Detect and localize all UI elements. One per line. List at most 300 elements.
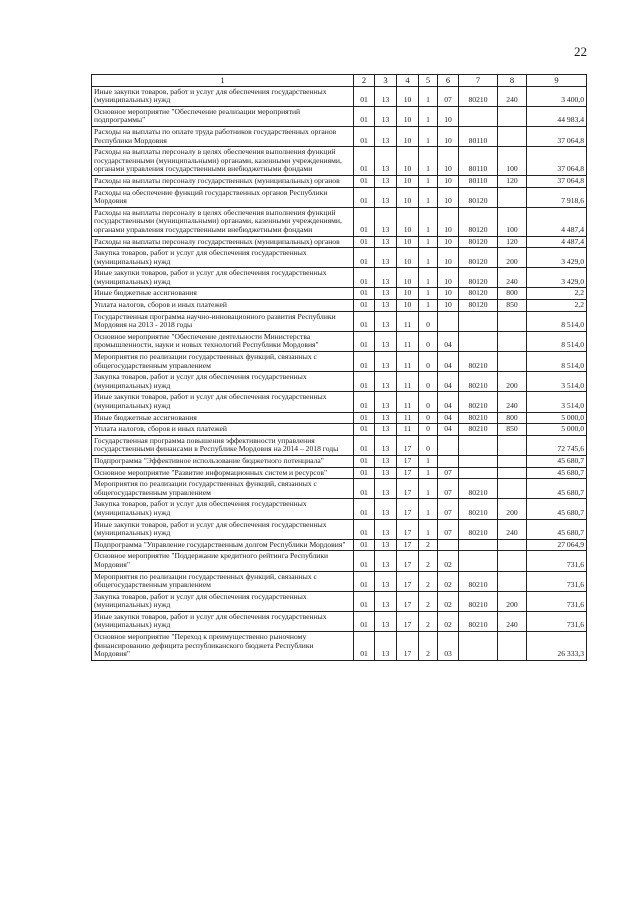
code-cell: 10 xyxy=(438,147,459,176)
table-row xyxy=(92,86,587,106)
code-cell: 17 xyxy=(397,591,419,611)
code-cell: 02 xyxy=(438,611,459,631)
code-cell xyxy=(438,455,459,467)
table-row xyxy=(92,551,587,571)
code-cell: 01 xyxy=(354,147,375,176)
code-cell: 13 xyxy=(375,467,397,479)
code-cell: 04 xyxy=(438,392,459,412)
code-cell: 07 xyxy=(438,479,459,499)
code-cell: 10 xyxy=(397,106,419,126)
row-name-cell: Мероприятия по реализации государственных функций, связанных с общегосударственным управлением xyxy=(92,479,354,499)
table-row xyxy=(92,352,587,372)
code-cell: 100 xyxy=(498,147,527,176)
column-header: 1 xyxy=(92,75,354,87)
column-header: 4 xyxy=(397,75,419,87)
table-row xyxy=(92,288,587,300)
code-cell: 10 xyxy=(438,207,459,236)
code-cell: 01 xyxy=(354,207,375,236)
amount-cell: 5 000,0 xyxy=(527,412,587,424)
code-cell: 01 xyxy=(354,372,375,392)
code-cell: 04 xyxy=(438,412,459,424)
code-cell: 0 xyxy=(419,372,438,392)
code-cell xyxy=(498,311,527,331)
table-row xyxy=(92,455,587,467)
code-cell xyxy=(498,455,527,467)
row-name-cell: Основное мероприятие "Обеспечение деятельности Министерства промышленности, науки и новых технологий Республики Мордовия" xyxy=(92,331,354,351)
amount-cell: 4 487,4 xyxy=(527,236,587,248)
amount-cell: 731,6 xyxy=(527,611,587,631)
code-cell: 80110 xyxy=(459,126,498,146)
code-cell: 0 xyxy=(419,412,438,424)
code-cell: 13 xyxy=(375,248,397,268)
code-cell: 07 xyxy=(438,86,459,106)
code-cell: 10 xyxy=(438,236,459,248)
code-cell: 01 xyxy=(354,311,375,331)
code-cell: 13 xyxy=(375,611,397,631)
code-cell: 17 xyxy=(397,551,419,571)
code-cell: 80120 xyxy=(459,288,498,300)
budget-table-sheet xyxy=(91,74,586,661)
code-cell: 13 xyxy=(375,236,397,248)
amount-cell: 3 429,0 xyxy=(527,268,587,288)
code-cell: 01 xyxy=(354,479,375,499)
code-cell: 01 xyxy=(354,435,375,455)
code-cell xyxy=(498,106,527,126)
code-cell xyxy=(459,106,498,126)
code-cell: 2 xyxy=(419,611,438,631)
code-cell: 10 xyxy=(397,147,419,176)
code-cell: 02 xyxy=(438,571,459,591)
code-cell: 01 xyxy=(354,268,375,288)
code-cell: 13 xyxy=(375,479,397,499)
code-cell xyxy=(498,435,527,455)
table-row xyxy=(92,632,587,661)
code-cell xyxy=(459,467,498,479)
code-cell: 13 xyxy=(375,571,397,591)
amount-cell: 45 680,7 xyxy=(527,467,587,479)
code-cell: 02 xyxy=(438,591,459,611)
code-cell: 80210 xyxy=(459,499,498,519)
code-cell: 13 xyxy=(375,300,397,312)
code-cell: 17 xyxy=(397,611,419,631)
code-cell: 850 xyxy=(498,300,527,312)
code-cell: 01 xyxy=(354,519,375,539)
table-row xyxy=(92,187,587,207)
code-cell: 01 xyxy=(354,331,375,351)
code-cell: 80120 xyxy=(459,268,498,288)
code-cell xyxy=(459,539,498,551)
row-name-cell: Основное мероприятие "Поддержание кредитного рейтинга Республики Мордовия" xyxy=(92,551,354,571)
code-cell: 01 xyxy=(354,248,375,268)
table-row xyxy=(92,392,587,412)
code-cell xyxy=(498,467,527,479)
code-cell: 11 xyxy=(397,331,419,351)
code-cell: 01 xyxy=(354,300,375,312)
code-cell: 800 xyxy=(498,412,527,424)
code-cell: 01 xyxy=(354,467,375,479)
code-cell: 80210 xyxy=(459,571,498,591)
code-cell: 0 xyxy=(419,424,438,436)
code-cell: 01 xyxy=(354,455,375,467)
table-row xyxy=(92,236,587,248)
code-cell: 800 xyxy=(498,288,527,300)
amount-cell: 2,2 xyxy=(527,288,587,300)
code-cell: 11 xyxy=(397,311,419,331)
code-cell: 03 xyxy=(438,632,459,661)
code-cell: 0 xyxy=(419,352,438,372)
code-cell xyxy=(438,311,459,331)
code-cell: 0 xyxy=(419,435,438,455)
code-cell: 240 xyxy=(498,519,527,539)
code-cell: 80120 xyxy=(459,207,498,236)
amount-cell: 2,2 xyxy=(527,300,587,312)
code-cell xyxy=(498,551,527,571)
code-cell xyxy=(459,435,498,455)
table-row xyxy=(92,311,587,331)
code-cell: 1 xyxy=(419,467,438,479)
row-name-cell: Расходы на обеспечение функций государственных органов Республики Мордовия xyxy=(92,187,354,207)
table-row xyxy=(92,147,587,176)
column-header: 3 xyxy=(375,75,397,87)
code-cell: 10 xyxy=(397,300,419,312)
code-cell: 04 xyxy=(438,372,459,392)
amount-cell: 72 745,6 xyxy=(527,435,587,455)
amount-cell: 8 514,0 xyxy=(527,352,587,372)
code-cell: 80110 xyxy=(459,175,498,187)
code-cell: 11 xyxy=(397,412,419,424)
table-row xyxy=(92,331,587,351)
code-cell: 1 xyxy=(419,126,438,146)
code-cell: 13 xyxy=(375,175,397,187)
code-cell: 11 xyxy=(397,424,419,436)
code-cell: 17 xyxy=(397,539,419,551)
code-cell xyxy=(459,632,498,661)
code-cell: 1 xyxy=(419,187,438,207)
code-cell: 80210 xyxy=(459,611,498,631)
code-cell: 17 xyxy=(397,519,419,539)
code-cell: 2 xyxy=(419,539,438,551)
code-cell: 13 xyxy=(375,412,397,424)
row-name-cell: Иные закупки товаров, работ и услуг для обеспечения государственных (муниципальных) нужд xyxy=(92,611,354,631)
column-header: 2 xyxy=(354,75,375,87)
row-name-cell: Закупка товаров, работ и услуг для обеспечения государственных (муниципальных) нужд xyxy=(92,372,354,392)
code-cell xyxy=(498,331,527,351)
code-cell: 1 xyxy=(419,479,438,499)
page-number: 22 xyxy=(574,44,587,59)
code-cell: 80120 xyxy=(459,187,498,207)
table-body xyxy=(92,75,587,661)
code-cell xyxy=(459,551,498,571)
row-name-cell: Основное мероприятие "Обеспечение реализации мероприятий подпрограммы" xyxy=(92,106,354,126)
row-name-cell: Расходы на выплаты персоналу в целях обеспечения выполнения функций государственными (муниципальными) органами, казенными учреждениями, органами управления государственными внебюджетными фондами xyxy=(92,147,354,176)
code-cell: 1 xyxy=(419,106,438,126)
amount-cell: 3 400,0 xyxy=(527,86,587,106)
code-cell: 10 xyxy=(438,248,459,268)
code-cell: 80210 xyxy=(459,424,498,436)
amount-cell: 731,6 xyxy=(527,551,587,571)
code-cell: 10 xyxy=(397,175,419,187)
code-cell: 13 xyxy=(375,424,397,436)
code-cell: 10 xyxy=(397,288,419,300)
row-name-cell: Иные закупки товаров, работ и услуг для обеспечения государственных (муниципальных) нужд xyxy=(92,268,354,288)
table-row xyxy=(92,479,587,499)
table-row xyxy=(92,539,587,551)
code-cell: 2 xyxy=(419,591,438,611)
code-cell: 10 xyxy=(438,126,459,146)
code-cell: 04 xyxy=(438,424,459,436)
code-cell: 17 xyxy=(397,632,419,661)
column-header: 8 xyxy=(498,75,527,87)
table-row xyxy=(92,499,587,519)
row-name-cell: Иные закупки товаров, работ и услуг для обеспечения государственных (муниципальных) нужд xyxy=(92,392,354,412)
code-cell: 80210 xyxy=(459,412,498,424)
code-cell: 10 xyxy=(438,187,459,207)
code-cell xyxy=(498,632,527,661)
code-cell: 1 xyxy=(419,236,438,248)
code-cell: 13 xyxy=(375,126,397,146)
row-name-cell: Подпрограмма "Эффективное использование бюджетного потенциала" xyxy=(92,455,354,467)
code-cell: 07 xyxy=(438,467,459,479)
code-cell: 01 xyxy=(354,126,375,146)
code-cell xyxy=(498,571,527,591)
code-cell: 17 xyxy=(397,499,419,519)
column-header: 9 xyxy=(527,75,587,87)
code-cell: 240 xyxy=(498,392,527,412)
code-cell: 13 xyxy=(375,539,397,551)
code-cell: 80210 xyxy=(459,86,498,106)
row-name-cell: Уплата налогов, сборов и иных платежей xyxy=(92,424,354,436)
code-cell: 10 xyxy=(438,175,459,187)
amount-cell: 4 487,4 xyxy=(527,207,587,236)
code-cell: 11 xyxy=(397,392,419,412)
code-cell: 13 xyxy=(375,147,397,176)
table-row xyxy=(92,571,587,591)
amount-cell: 3 429,0 xyxy=(527,248,587,268)
row-name-cell: Закупка товаров, работ и услуг для обеспечения государственных (муниципальных) нужд xyxy=(92,499,354,519)
code-cell: 80120 xyxy=(459,300,498,312)
code-cell: 07 xyxy=(438,499,459,519)
code-cell: 17 xyxy=(397,435,419,455)
row-name-cell: Уплата налогов, сборов и иных платежей xyxy=(92,300,354,312)
code-cell: 01 xyxy=(354,392,375,412)
code-cell: 80110 xyxy=(459,147,498,176)
code-cell: 13 xyxy=(375,392,397,412)
code-cell: 80210 xyxy=(459,392,498,412)
code-cell xyxy=(498,352,527,372)
code-cell: 80210 xyxy=(459,352,498,372)
code-cell: 10 xyxy=(438,268,459,288)
row-name-cell: Расходы на выплаты по оплате труда работников государственных органов Республики Мордовия xyxy=(92,126,354,146)
amount-cell: 27 064,9 xyxy=(527,539,587,551)
row-name-cell: Иные закупки товаров, работ и услуг для обеспечения государственных (муниципальных) нужд xyxy=(92,519,354,539)
row-name-cell: Иные бюджетные ассигнования xyxy=(92,288,354,300)
column-header: 6 xyxy=(438,75,459,87)
code-cell: 80210 xyxy=(459,519,498,539)
code-cell: 10 xyxy=(397,207,419,236)
table-row xyxy=(92,412,587,424)
table-row xyxy=(92,467,587,479)
table-row xyxy=(92,126,587,146)
code-cell: 120 xyxy=(498,175,527,187)
code-cell: 240 xyxy=(498,268,527,288)
code-cell: 04 xyxy=(438,331,459,351)
amount-cell: 37 064,8 xyxy=(527,147,587,176)
code-cell: 10 xyxy=(397,236,419,248)
code-cell: 2 xyxy=(419,551,438,571)
row-name-cell: Основное мероприятие "Развитие информационных систем и ресурсов" xyxy=(92,467,354,479)
code-cell: 1 xyxy=(419,499,438,519)
code-cell: 80210 xyxy=(459,372,498,392)
code-cell: 01 xyxy=(354,632,375,661)
table-row xyxy=(92,435,587,455)
code-cell: 01 xyxy=(354,175,375,187)
table-header-row xyxy=(92,75,587,87)
table-row xyxy=(92,611,587,631)
row-name-cell: Основное мероприятие "Переход к преимущественно рыночному финансированию дефицита республиканского бюджета Республики Мордовия" xyxy=(92,632,354,661)
code-cell: 200 xyxy=(498,248,527,268)
row-name-cell: Расходы на выплаты персоналу государственных (муниципальных) органов xyxy=(92,236,354,248)
code-cell: 02 xyxy=(438,551,459,571)
code-cell: 850 xyxy=(498,424,527,436)
code-cell: 01 xyxy=(354,187,375,207)
code-cell: 10 xyxy=(397,126,419,146)
code-cell: 1 xyxy=(419,248,438,268)
code-cell: 01 xyxy=(354,551,375,571)
code-cell: 01 xyxy=(354,611,375,631)
amount-cell: 731,6 xyxy=(527,591,587,611)
code-cell: 17 xyxy=(397,571,419,591)
code-cell: 80120 xyxy=(459,248,498,268)
row-name-cell: Расходы на выплаты персоналу государственных (муниципальных) органов xyxy=(92,175,354,187)
code-cell: 120 xyxy=(498,236,527,248)
code-cell: 2 xyxy=(419,632,438,661)
code-cell: 01 xyxy=(354,288,375,300)
row-name-cell: Иные бюджетные ассигнования xyxy=(92,412,354,424)
code-cell xyxy=(498,479,527,499)
code-cell: 13 xyxy=(375,455,397,467)
code-cell: 1 xyxy=(419,519,438,539)
code-cell xyxy=(438,435,459,455)
code-cell: 13 xyxy=(375,106,397,126)
code-cell xyxy=(459,311,498,331)
code-cell: 13 xyxy=(375,519,397,539)
code-cell: 80120 xyxy=(459,236,498,248)
code-cell: 13 xyxy=(375,632,397,661)
code-cell xyxy=(498,539,527,551)
amount-cell: 37 064,8 xyxy=(527,126,587,146)
amount-cell: 45 680,7 xyxy=(527,499,587,519)
code-cell: 11 xyxy=(397,372,419,392)
code-cell: 2 xyxy=(419,571,438,591)
code-cell: 01 xyxy=(354,499,375,519)
code-cell: 0 xyxy=(419,392,438,412)
code-cell: 13 xyxy=(375,372,397,392)
code-cell: 80210 xyxy=(459,591,498,611)
amount-cell: 45 680,7 xyxy=(527,519,587,539)
table-row xyxy=(92,591,587,611)
table-row xyxy=(92,207,587,236)
row-name-cell: Расходы на выплаты персоналу в целях обеспечения выполнения функций государственными (муниципальными) органами, казенными учреждениями, органами управления государственными внебюджетными фондами xyxy=(92,207,354,236)
code-cell: 01 xyxy=(354,539,375,551)
code-cell: 04 xyxy=(438,352,459,372)
amount-cell: 3 514,0 xyxy=(527,392,587,412)
code-cell: 13 xyxy=(375,187,397,207)
code-cell: 10 xyxy=(397,86,419,106)
budget-table xyxy=(91,74,587,661)
code-cell: 10 xyxy=(438,106,459,126)
code-cell: 80210 xyxy=(459,479,498,499)
code-cell xyxy=(498,126,527,146)
code-cell: 11 xyxy=(397,352,419,372)
code-cell: 10 xyxy=(397,268,419,288)
code-cell: 1 xyxy=(419,288,438,300)
table-row xyxy=(92,106,587,126)
code-cell: 13 xyxy=(375,207,397,236)
code-cell: 1 xyxy=(419,207,438,236)
code-cell: 13 xyxy=(375,331,397,351)
code-cell: 1 xyxy=(419,300,438,312)
amount-cell: 45 680,7 xyxy=(527,455,587,467)
row-name-cell: Государственная программа научно-инновационного развития Республики Мордовия на 2013 - 2018 годы xyxy=(92,311,354,331)
amount-cell: 8 514,0 xyxy=(527,331,587,351)
amount-cell: 3 514,0 xyxy=(527,372,587,392)
code-cell xyxy=(438,539,459,551)
amount-cell: 45 680,7 xyxy=(527,479,587,499)
code-cell: 10 xyxy=(397,187,419,207)
code-cell: 200 xyxy=(498,499,527,519)
code-cell: 13 xyxy=(375,311,397,331)
amount-cell: 731,6 xyxy=(527,571,587,591)
row-name-cell: Мероприятия по реализации государственных функций, связанных с общегосударственным управлением xyxy=(92,571,354,591)
row-name-cell: Иные закупки товаров, работ и услуг для обеспечения государственных (муниципальных) нужд xyxy=(92,86,354,106)
code-cell: 1 xyxy=(419,268,438,288)
amount-cell: 5 000,0 xyxy=(527,424,587,436)
code-cell xyxy=(498,187,527,207)
code-cell: 0 xyxy=(419,331,438,351)
code-cell: 13 xyxy=(375,591,397,611)
row-name-cell: Подпрограмма "Управление государственным долгом Республики Мордовия" xyxy=(92,539,354,551)
code-cell: 07 xyxy=(438,519,459,539)
code-cell xyxy=(459,455,498,467)
code-cell: 13 xyxy=(375,268,397,288)
row-name-cell: Закупка товаров, работ и услуг для обеспечения государственных (муниципальных) нужд xyxy=(92,591,354,611)
code-cell: 1 xyxy=(419,147,438,176)
table-row xyxy=(92,268,587,288)
column-header: 7 xyxy=(459,75,498,87)
code-cell: 13 xyxy=(375,352,397,372)
row-name-cell: Закупка товаров, работ и услуг для обеспечения государственных (муниципальных) нужд xyxy=(92,248,354,268)
code-cell: 0 xyxy=(419,311,438,331)
code-cell: 01 xyxy=(354,424,375,436)
code-cell: 01 xyxy=(354,106,375,126)
code-cell: 10 xyxy=(397,248,419,268)
code-cell: 17 xyxy=(397,467,419,479)
table-row xyxy=(92,300,587,312)
table-row xyxy=(92,372,587,392)
row-name-cell: Мероприятия по реализации государственных функций, связанных с общегосударственным управлением xyxy=(92,352,354,372)
code-cell: 17 xyxy=(397,455,419,467)
table-row xyxy=(92,424,587,436)
amount-cell: 37 064,8 xyxy=(527,175,587,187)
code-cell xyxy=(459,331,498,351)
code-cell: 01 xyxy=(354,86,375,106)
code-cell: 01 xyxy=(354,412,375,424)
code-cell: 1 xyxy=(419,455,438,467)
amount-cell: 8 514,0 xyxy=(527,311,587,331)
column-header: 5 xyxy=(419,75,438,87)
table-row xyxy=(92,248,587,268)
table-row xyxy=(92,519,587,539)
